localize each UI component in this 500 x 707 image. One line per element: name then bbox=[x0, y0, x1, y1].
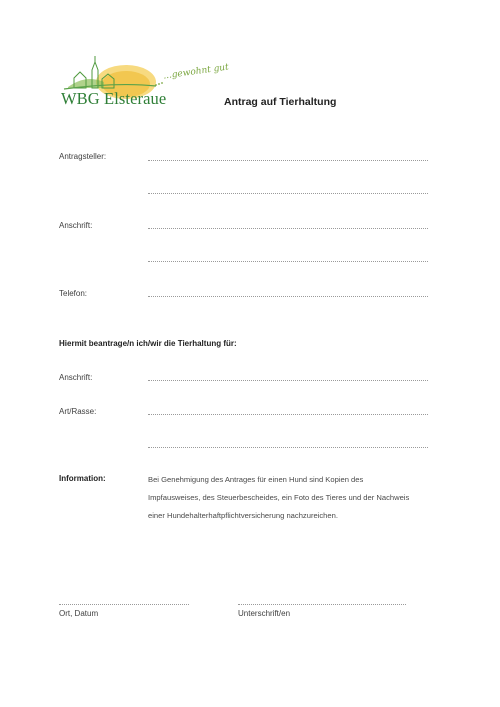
phone-field-line[interactable] bbox=[148, 296, 428, 297]
place-date-field-line[interactable] bbox=[59, 604, 189, 605]
information-label: Information: bbox=[59, 474, 106, 483]
animal-address-label: Anschrift: bbox=[59, 373, 93, 382]
information-line: Impfausweises, des Steuerbescheides, ein Foto des Tieres und der Nachweis bbox=[148, 493, 410, 502]
information-line: einer Hundehalterhaftpflichtversicherung nachzureichen. bbox=[148, 511, 338, 520]
logo-name: WBG Elsteraue bbox=[61, 89, 167, 108]
applicant-field-line-1[interactable] bbox=[148, 160, 428, 161]
animal-address-field-line[interactable] bbox=[148, 380, 428, 381]
section-heading: Hiermit beantrage/n ich/wir die Tierhaltung für: bbox=[59, 339, 237, 348]
applicant-field-line-2[interactable] bbox=[148, 193, 428, 194]
breed-field-line-2[interactable] bbox=[148, 447, 428, 448]
breed-label: Art/Rasse: bbox=[59, 407, 97, 416]
place-date-label: Ort, Datum bbox=[59, 609, 99, 618]
signature-field-line[interactable] bbox=[238, 604, 406, 605]
applicant-label: Antragsteller: bbox=[59, 152, 107, 161]
phone-label: Telefon: bbox=[59, 289, 88, 298]
breed-field-line-1[interactable] bbox=[148, 414, 428, 415]
information-text bbox=[148, 471, 448, 525]
information-line: Bei Genehmigung des Antrages für einen Hund sind Kopien des bbox=[148, 475, 364, 484]
address-field-line-1[interactable] bbox=[148, 228, 428, 229]
page-title: Antrag auf Tierhaltung bbox=[224, 96, 337, 108]
signature-label: Unterschrift/en bbox=[238, 609, 291, 618]
address-field-line-2[interactable] bbox=[148, 261, 428, 262]
logo-tagline: ...gewohnt gut bbox=[162, 62, 230, 82]
address-label: Anschrift: bbox=[59, 221, 93, 230]
company-logo bbox=[56, 52, 230, 110]
